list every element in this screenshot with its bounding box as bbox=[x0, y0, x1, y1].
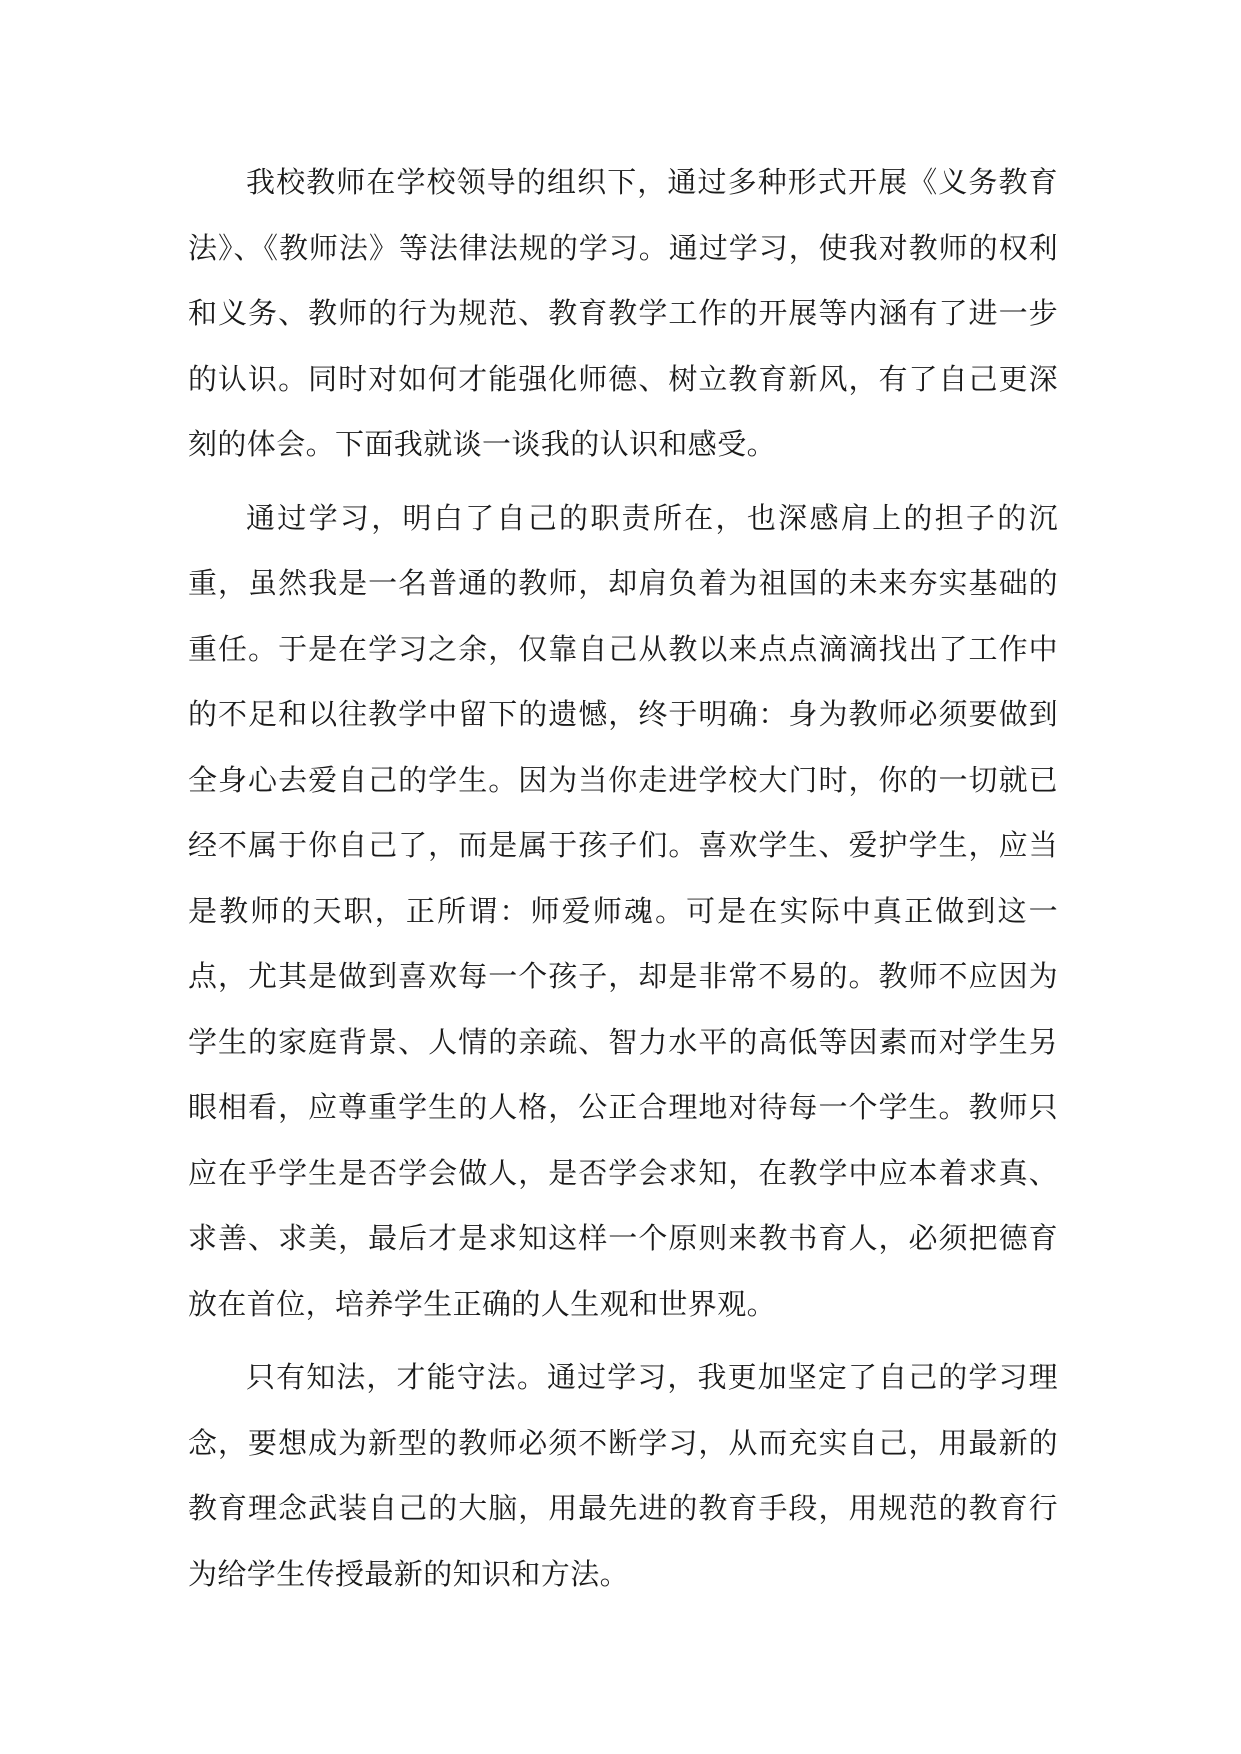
document-body bbox=[188, 150, 1058, 1615]
paragraph-2: 通过学习，明白了自己的职责所在，也深感肩上的担子的沉重，虽然我是一名普通的教师，却肩负着为祖国的未来夯实基础的重任。于是在学习之余，仅靠自己从教以来点点滴滴找出了工作中的不足和以往教学中留下的遗憾，终于明确：身为教师必须要做到全身心去爱自己的学生。因为当你走进学校大门时，你的一切就已经不属于你自己了，而是属于孩子们。喜欢学生、爱护学生，应当是教师的天职，正所谓：师爱师魂。可是在实际中真正做到这一点，尤其是做到喜欢每一个孩子，却是非常不易的。教师不应因为学生的家庭背景、人情的亲疏、智力水平的高低等因素而对学生另眼相看，应尊重学生的人格，公正合理地对待每一个学生。教师只应在乎学生是否学会做人，是否学会求知，在教学中应本着求真、求善、求美，最后才是求知这样一个原则来教书育人，必须把德育放在首位，培养学生正确的人生观和世界观。 bbox=[188, 500, 1058, 1321]
paragraph-1: 我校教师在学校领导的组织下，通过多种形式开展《义务教育法》、《教师法》等法律法规的学习。通过学习，使我对教师的权利和义务、教师的行为规范、教育教学工作的开展等内涵有了进一步的认识。同时对如何才能强化师德、树立教育新风，有了自己更深刻的体会。下面我就谈一谈我的认识和感受。 bbox=[188, 165, 1058, 461]
paragraph-3: 只有知法，才能守法。通过学习，我更加坚定了自己的学习理念，要想成为新型的教师必须不断学习，从而充实自己，用最新的教育理念武装自己的大脑，用最先进的教育手段，用规范的教育行为给学生传授最新的知识和方法。 bbox=[188, 1360, 1058, 1591]
